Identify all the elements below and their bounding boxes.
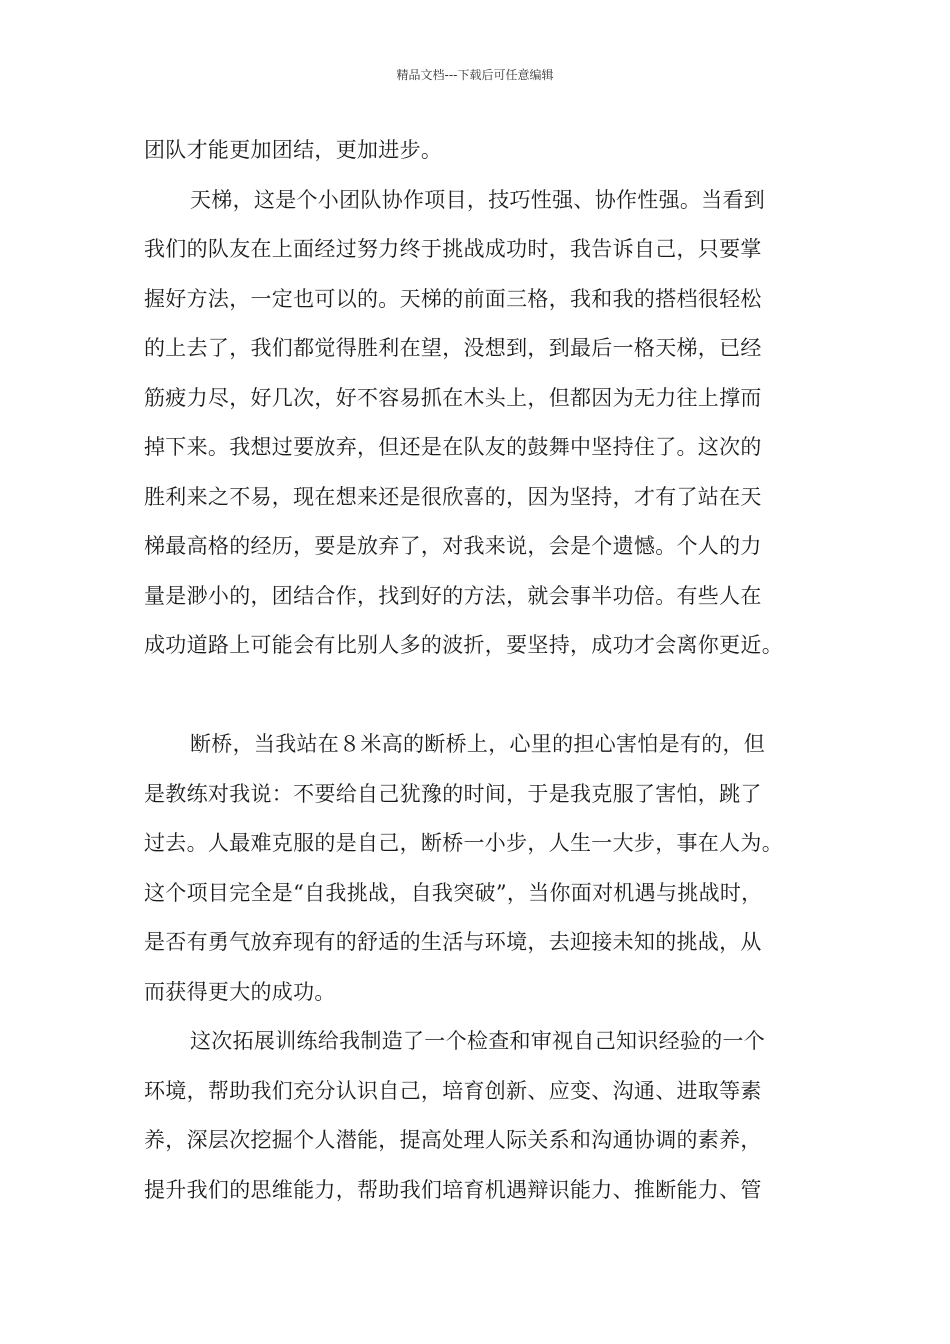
text-line: 量是渺小的，团结合作，找到好的方法，就会事半功倍。有些人在 — [144, 583, 762, 608]
text-line: 掉下来。我想过要放弃，但还是在队友的鼓舞中坚持住了。这次的 — [144, 435, 762, 459]
paragraph — [144, 720, 814, 1017]
text-line: 养，深层次挖掘个人潜能，提高处理人际关系和沟通协调的素养， — [144, 1128, 762, 1152]
text-line: 而获得更大的成功。 — [144, 979, 336, 1004]
page-header: 精品文档---下载后可任意编辑 — [396, 68, 554, 82]
paragraph — [144, 126, 814, 176]
text-line: 这个项目完全是“自我挑战，自我突破”，当你面对机遇与挑战时， — [144, 880, 763, 905]
text-line: 天梯，这是个小团队协作项目，技巧性强、协作性强。当看到 — [190, 187, 766, 212]
text-line: 的上去了，我们都觉得胜利在望，没想到，到最后一格天梯，已经 — [144, 336, 762, 360]
text-line: 断桥，当我站在８米高的断桥上，心里的担心害怕是有的，但 — [190, 732, 766, 756]
text-line: 是教练对我说：不要给自己犹豫的时间，于是我克服了害怕，跳了 — [144, 781, 762, 806]
paragraph — [144, 1017, 814, 1215]
text-line: 胜利来之不易，现在想来还是很欣喜的，因为坚持，才有了站在天 — [144, 484, 762, 509]
text-line: 成功道路上可能会有比别人多的波折，要坚持，成功才会离你更近。 — [144, 633, 783, 657]
text-line: 过去。人最难克服的是自己，断桥一小步，人生一大步，事在人为。 — [144, 831, 783, 855]
paragraph — [144, 176, 814, 671]
text-line: 环境，帮助我们充分认识自己，培育创新、应变、沟通、进取等素 — [144, 1078, 762, 1103]
text-line: 团队才能更加团结，更加进步。 — [144, 138, 443, 162]
text-line: 这次拓展训练给我制造了一个检查和审视自己知识经验的一个 — [190, 1029, 766, 1053]
paragraph-gap — [144, 671, 814, 721]
text-line: 我们的队友在上面经过努力终于挑战成功时，我告诉自己，只要掌 — [144, 237, 762, 261]
text-line: 梯最高格的经历，要是放弃了，对我来说，会是个遗憾。个人的力 — [144, 534, 762, 558]
document-body — [144, 126, 814, 1215]
text-line: 提升我们的思维能力，帮助我们培育机遇辩识能力、推断能力、管 — [144, 1177, 762, 1202]
text-line: 是否有勇气放弃现有的舒适的生活与环境，去迎接未知的挑战，从 — [144, 930, 762, 954]
text-line: 握好方法，一定也可以的。天梯的前面三格，我和我的搭档很轻松 — [144, 286, 762, 311]
text-line: 筋疲力尽，好几次，好不容易抓在木头上，但都因为无力往上撑而 — [144, 385, 762, 410]
